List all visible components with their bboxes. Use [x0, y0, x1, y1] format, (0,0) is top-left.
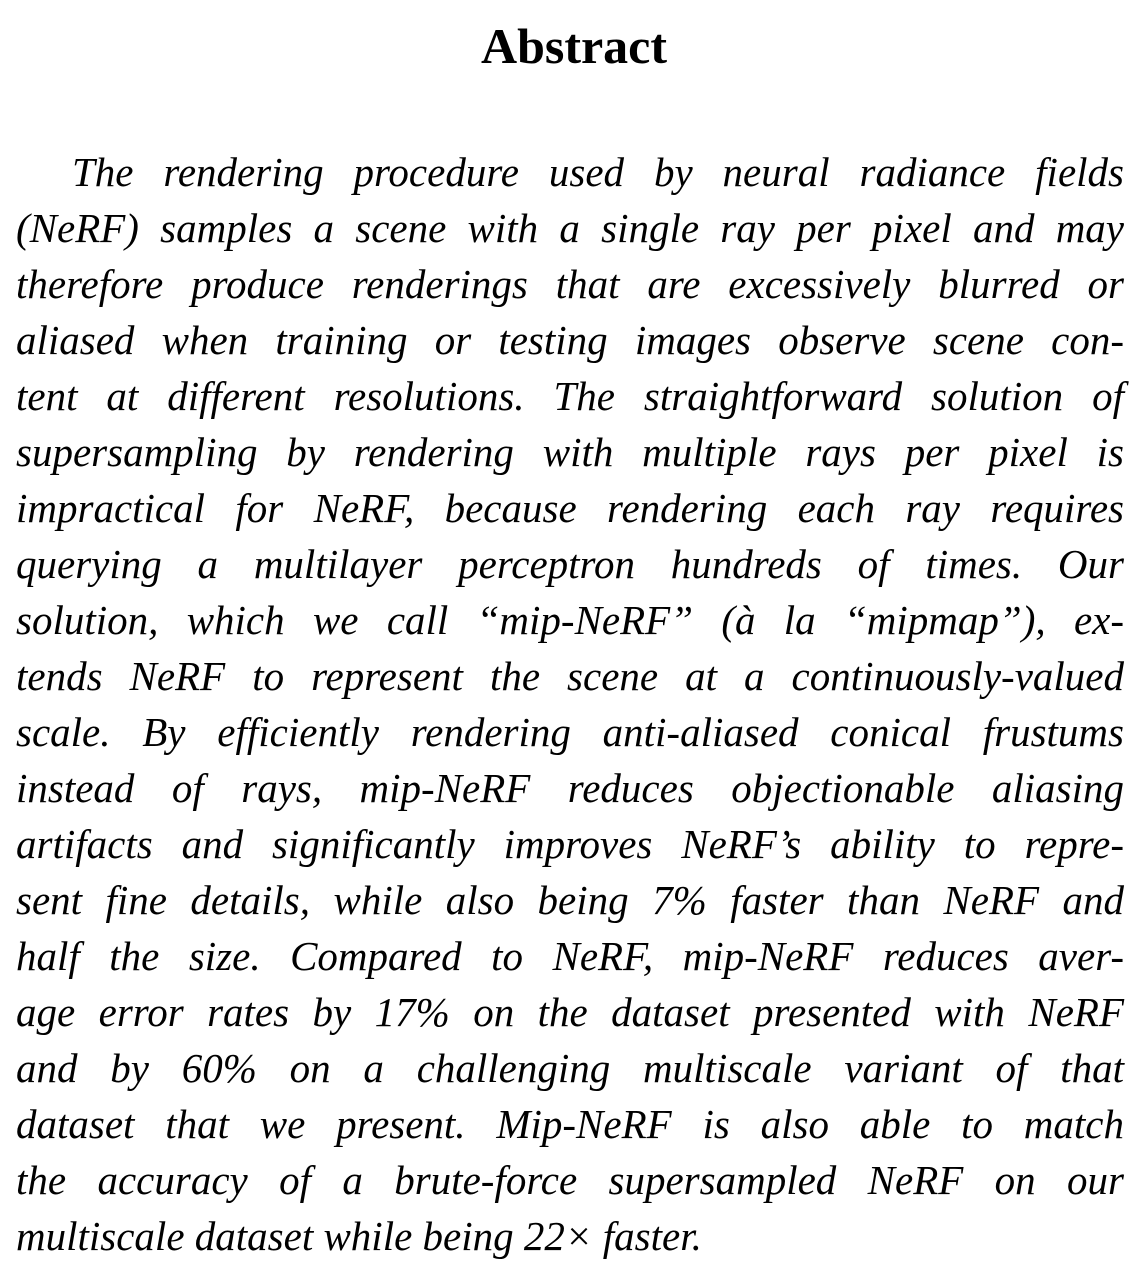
- abstract-body: [16, 144, 1124, 1264]
- abstract-line: impractical for NeRF, because rendering each ray requires: [16, 485, 1124, 531]
- abstract-line: The rendering procedure used by neural radiance fields: [72, 149, 1124, 195]
- abstract-line: sent fine details, while also being 7% faster than NeRF and: [16, 877, 1124, 923]
- abstract-line: half the size. Compared to NeRF, mip-NeRF reduces aver-: [16, 933, 1124, 979]
- abstract-line: multiscale dataset while being 22× faster.: [16, 1213, 702, 1259]
- abstract-line: solution, which we call “mip-NeRF” (à la “mipmap”), ex-: [16, 597, 1124, 643]
- abstract-line: querying a multilayer perceptron hundreds of times. Our: [16, 541, 1124, 587]
- abstract-line: scale. By efficiently rendering anti-aliased conical frustums: [16, 709, 1124, 755]
- abstract-line: age error rates by 17% on the dataset presented with NeRF: [16, 989, 1124, 1035]
- abstract-line: aliased when training or testing images observe scene con-: [16, 317, 1124, 363]
- abstract-heading: Abstract: [480, 18, 668, 74]
- abstract-line: tends NeRF to represent the scene at a continuously-valued: [16, 653, 1124, 699]
- abstract-line: artifacts and significantly improves NeRF’s ability to repre-: [16, 821, 1124, 867]
- abstract-line: dataset that we present. Mip-NeRF is also able to match: [16, 1101, 1124, 1147]
- abstract-line: and by 60% on a challenging multiscale variant of that: [16, 1045, 1124, 1091]
- abstract-line: tent at different resolutions. The straightforward solution of: [16, 373, 1124, 419]
- abstract-line: (NeRF) samples a scene with a single ray per pixel and may: [16, 205, 1124, 251]
- abstract-line: supersampling by rendering with multiple rays per pixel is: [16, 429, 1124, 475]
- abstract-line: therefore produce renderings that are excessively blurred or: [16, 261, 1124, 307]
- abstract-line: instead of rays, mip-NeRF reduces objectionable aliasing: [16, 765, 1124, 811]
- abstract-line: the accuracy of a brute-force supersampled NeRF on our: [16, 1157, 1124, 1203]
